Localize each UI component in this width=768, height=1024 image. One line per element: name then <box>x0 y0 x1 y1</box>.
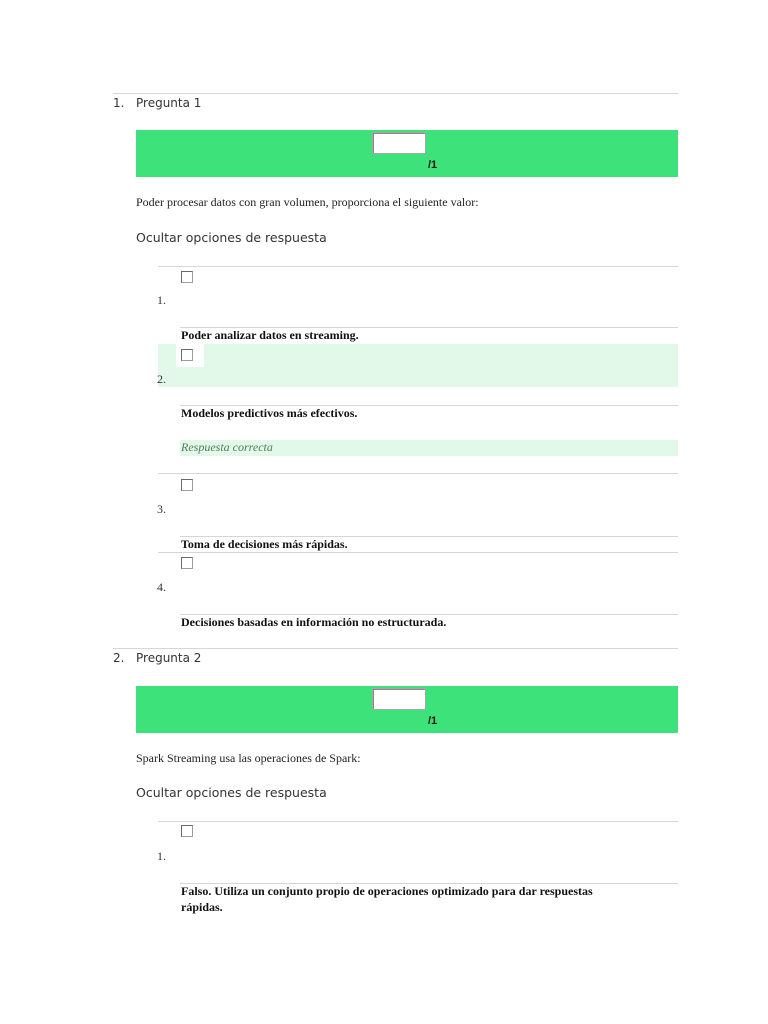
q1-option-4-top-divider <box>158 552 678 553</box>
q1-option-3-top-divider <box>158 473 678 474</box>
q2-option-1-number: 1. <box>157 849 166 863</box>
question-1-score-input[interactable] <box>372 132 426 154</box>
q1-option-3-text: Toma de decisiones más rápidas. <box>181 537 348 551</box>
q2-option-1-top-divider <box>158 821 678 822</box>
q2-option-1-checkbox[interactable] <box>181 825 193 837</box>
question-1-score-max: /1 <box>428 159 438 171</box>
q1-option-2-number: 2. <box>157 372 166 386</box>
question-2-text: Spark Streaming usa las operaciones de Spark: <box>136 751 361 765</box>
question-2-hide-options-link[interactable]: Ocultar opciones de respuesta <box>136 785 327 800</box>
q1-option-1-checkbox[interactable] <box>181 271 193 283</box>
q1-option-2-feedback: Respuesta correcta <box>181 440 273 454</box>
question-1-text: Poder procesar datos con gran volumen, proporciona el siguiente valor: <box>136 195 479 209</box>
question-1-hide-options-link[interactable]: Ocultar opciones de respuesta <box>136 230 327 245</box>
question-1-title: Pregunta 1 <box>136 96 202 110</box>
q2-option-1-text-line-2: rápidas. <box>181 900 223 914</box>
q1-option-1-top-divider <box>158 266 678 267</box>
question-2-score-bar <box>136 686 678 733</box>
question-2-number: 2. <box>113 651 125 665</box>
q1-option-2-text: Modelos predictivos más efectivos. <box>181 406 358 420</box>
q1-option-4-checkbox[interactable] <box>181 557 193 569</box>
q1-option-4-text: Decisiones basadas en información no estructurada. <box>181 615 447 629</box>
q1-option-1-text: Poder analizar datos en streaming. <box>181 328 359 342</box>
question-2-top-divider <box>113 648 678 649</box>
question-2-score-max: /1 <box>428 715 438 727</box>
question-1-score-bar <box>136 130 678 177</box>
question-2-title: Pregunta 2 <box>136 651 202 665</box>
q1-option-4-number: 4. <box>157 580 166 594</box>
q2-option-1-text-line-1: Falso. Utiliza un conjunto propio de operaciones optimizado para dar respuestas <box>181 884 593 898</box>
q1-option-1-number: 1. <box>157 293 166 307</box>
q1-option-3-number: 3. <box>157 502 166 516</box>
question-1-number: 1. <box>113 96 125 110</box>
question-1-top-divider <box>113 93 678 94</box>
q1-option-3-checkbox[interactable] <box>181 479 193 491</box>
q1-option-2-checkbox[interactable] <box>181 349 193 361</box>
q1-option-2-highlight <box>158 344 678 387</box>
question-2-score-input[interactable] <box>372 688 426 710</box>
